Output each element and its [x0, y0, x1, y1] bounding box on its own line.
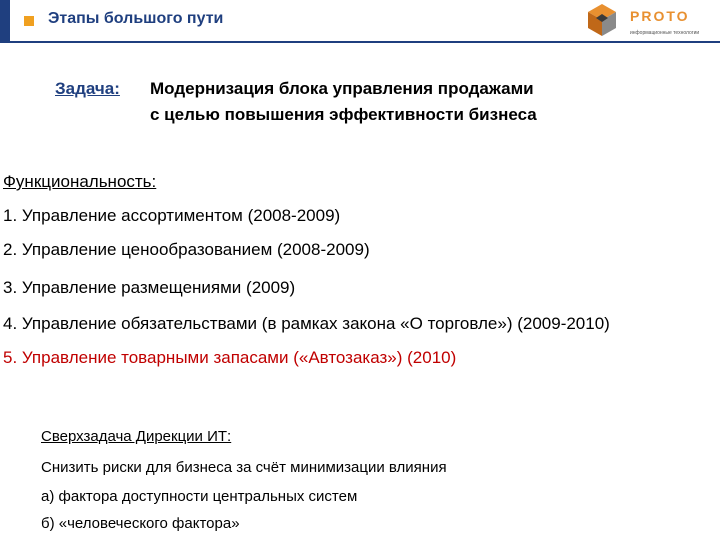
company-logo [580, 0, 720, 44]
header-accent-bar [0, 0, 10, 42]
super-task-line: Снизить риски для бизнеса за счёт минимизации влияния [41, 459, 447, 476]
super-task-line: б) «человеческого фактора» [41, 515, 240, 532]
title-bullet-icon [24, 16, 34, 26]
functionality-item: 3. Управление размещениями (2009) [3, 278, 296, 297]
task-label: Задача: [55, 79, 120, 98]
functionality-item: 4. Управление обязательствами (в рамках закона «О торговле») (2009-2010) [3, 314, 610, 333]
logo-tagline: информационные технологии [630, 30, 700, 36]
functionality-item-highlighted: 5. Управление товарными запасами («Автозаказ») (2010) [3, 348, 457, 367]
functionality-heading: Функциональность: [3, 172, 157, 191]
logo-wordmark: PROTO [630, 8, 690, 24]
logo-cube-icon [580, 0, 624, 44]
functionality-item: 1. Управление ассортиментом (2008-2009) [3, 206, 341, 225]
task-line-2: с целью повышения эффективности бизнеса [150, 105, 537, 124]
task-line-1: Модернизация блока управления продажами [150, 79, 534, 98]
super-task-heading: Сверхзадача Дирекции ИТ: [41, 428, 232, 445]
super-task-line: а) фактора доступности центральных систем [41, 488, 358, 505]
functionality-item: 2. Управление ценообразованием (2008-2009) [3, 240, 370, 259]
slide-title: Этапы большого пути [48, 10, 224, 27]
slide-header [0, 0, 720, 44]
